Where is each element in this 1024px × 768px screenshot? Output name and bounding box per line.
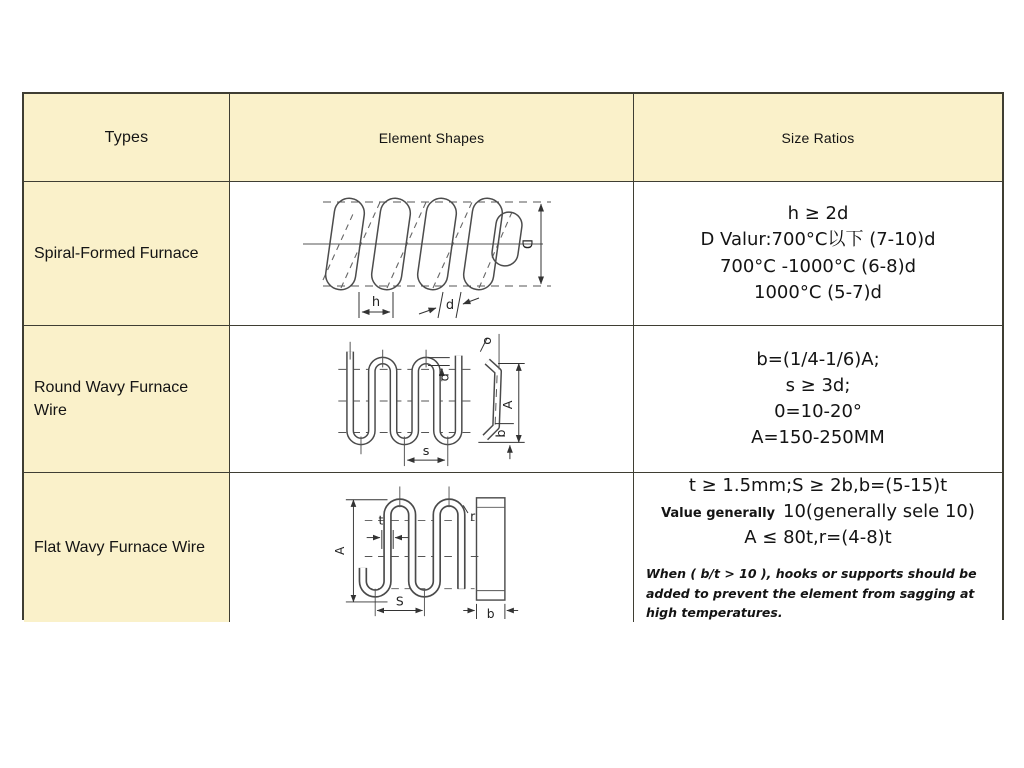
header-shapes-label: Element Shapes (378, 129, 485, 146)
type-label: Round Wavy Furnace Wire (34, 378, 189, 419)
dimension-label-d: d (437, 372, 453, 381)
header-cell-size-ratios (634, 94, 1002, 182)
ratio-line: 1000°C (5-7)d (754, 281, 882, 303)
shape-cell-flat-wavy (230, 473, 634, 622)
ratio-cell-round-wavy (634, 326, 1002, 473)
type-cell-flat-wavy (24, 473, 230, 622)
ratio-line: h ≥ 2d (787, 203, 849, 225)
header-types-label: Types (104, 128, 149, 146)
ratio-line: b=(1/4-1/6)A; (756, 348, 880, 370)
angle-label-o: o (480, 336, 496, 345)
shape-cell-round-wavy (230, 326, 634, 473)
ratio-line: 0=10-20° (774, 401, 862, 422)
type-cell-round-wavy (24, 326, 230, 473)
shape-cell-spiral (230, 182, 634, 326)
dimension-label-b: b (486, 606, 495, 619)
furnace-wire-table (22, 92, 1004, 620)
dimension-label-r: r (469, 509, 475, 524)
dimension-label-h: h (371, 295, 380, 310)
round-wavy-wire-diagram (329, 328, 534, 471)
ratio-cell-spiral (634, 182, 1002, 326)
sagging-warning-note: When ( b/t > 10 ), hooks or supports should be added to prevent the element from sagging at high temperatures. (646, 566, 977, 621)
ratio-line: A=150-250MM (751, 427, 885, 449)
ratio-small-note: Value generally (661, 506, 776, 522)
type-cell-spiral (24, 182, 230, 326)
ratio-line: A ≤ 80t,r=(4-8)t (744, 527, 892, 549)
dimension-label-b: b (493, 428, 509, 438)
dimension-label-A: A (332, 546, 347, 555)
dimension-label-D: D (518, 238, 533, 250)
dimension-label-t: t (377, 513, 383, 528)
header-cell-types (24, 94, 230, 182)
header-ratios-label: Size Ratios (781, 129, 855, 146)
ratio-line: s ≥ 3d; (785, 374, 851, 396)
spiral-coil-diagram (297, 186, 567, 321)
ratio-cell-flat-wavy (634, 473, 1002, 622)
dimension-label-d: d (445, 298, 454, 313)
dimension-label-s: s (422, 443, 430, 459)
ratio-line-mixed (661, 499, 975, 525)
flat-wavy-wire-diagram (332, 477, 532, 619)
ratio-line: 10(generally sele 10) (783, 501, 975, 523)
ratio-line: D Valur:700°C以下 (7-10)d (700, 229, 936, 251)
dimension-label-S: S (395, 594, 404, 609)
type-label: Flat Wavy Furnace Wire (34, 539, 205, 557)
dimension-label-A: A (500, 400, 516, 409)
ratio-line: 700°C -1000°C (6-8)d (719, 255, 917, 277)
type-label: Spiral-Formed Furnace (34, 244, 199, 262)
header-cell-element-shapes (230, 94, 634, 182)
ratio-line: t ≥ 1.5mm;S ≥ 2b,b=(5-15)t (688, 475, 948, 496)
